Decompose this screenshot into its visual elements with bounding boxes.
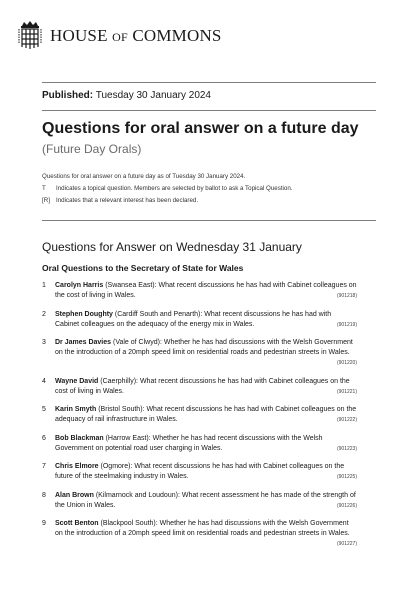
question-text: What recent discussions he has had with Cabinet colleagues on the cost of living in Wales. [55, 377, 350, 395]
question-list [42, 281, 357, 558]
constituency: (Kilmarnock and Loudoun): [95, 491, 180, 499]
portcullis-icon [16, 20, 44, 52]
member-name: Dr James Davies [55, 339, 112, 346]
divider-under-published [42, 110, 376, 111]
constituency: (Harrow East): [105, 434, 151, 442]
question-number: 5 [42, 406, 46, 413]
member-name: Wayne David [55, 377, 99, 385]
question-ref: (901225) [336, 474, 357, 480]
page-title: Questions for oral answer on a future day [42, 120, 359, 137]
question-item [42, 405, 357, 425]
member-name: Bob Blackman [55, 434, 104, 442]
question-number: 7 [42, 463, 46, 470]
member-name: Scott Benton [55, 520, 99, 527]
member-name: Chris Elmore [55, 463, 99, 470]
question-text: Whether he has had discussions with the Welsh Government on the introduction of a 20mph speed limit on residential roads and pedestrian streets in Wales. [55, 339, 353, 356]
question-ref: (901219) [336, 321, 357, 328]
question-text: Whether he has had discussions with the Welsh Government on the introduction of a 20mph speed limit on residential roads and pedestrian streets in Wales. [55, 520, 350, 537]
group-heading: Oral Questions to the Secretary of State for Wales [42, 263, 244, 273]
question-text: What recent discussions he has had with Cabinet colleagues on the cost of living in Wales. [55, 282, 357, 299]
question-number: 6 [42, 434, 46, 442]
question-body [55, 377, 357, 397]
question-body [55, 434, 357, 454]
question-ref: (901220) [336, 360, 357, 366]
question-ref: (901222) [336, 417, 357, 423]
published-date: Tuesday 30 January 2024 [95, 90, 211, 101]
question-item [42, 377, 357, 397]
legend-text: Indicates that a relevant interest has been declared. [56, 197, 199, 204]
question-text: What recent assessment he has made of the strength of the Union in Wales. [55, 491, 356, 509]
legend-interest [42, 195, 372, 207]
question-number: 2 [42, 310, 46, 318]
header [16, 16, 222, 56]
constituency: (Ogmore): [100, 463, 133, 470]
member-name: Alan Brown [55, 491, 94, 499]
question-ref: (901223) [336, 445, 357, 452]
question-body [55, 405, 357, 425]
question-text: Whether he has had recent discussions with the Welsh Government on potential road user charging in Wales. [55, 434, 323, 452]
question-ref: (901226) [336, 502, 357, 509]
divider-under-intro [42, 220, 376, 221]
question-item [42, 462, 357, 482]
question-text: What recent discussions he has had with Cabinet colleagues on the adequacy of rail infrastructure in Wales. [55, 406, 357, 423]
legend-text: Indicates a topical question. Members are selected by ballot to ask a Topical Question. [56, 185, 293, 192]
question-item [42, 310, 357, 330]
member-name: Stephen Doughty [55, 310, 113, 318]
question-item [42, 338, 357, 368]
question-number: 3 [42, 339, 46, 346]
member-name: Carolyn Harris [55, 282, 104, 289]
published-label: Published: [42, 90, 94, 101]
published-line [42, 90, 211, 101]
house-of-commons-wordmark [50, 26, 222, 46]
section-heading: Questions for Answer on Wednesday 31 January [42, 240, 302, 254]
intro-line: Questions for oral answer on a future day as of Tuesday 30 January 2024. [42, 173, 246, 180]
question-ref: (901218) [336, 293, 357, 299]
question-number: 9 [42, 520, 46, 527]
question-body [55, 462, 357, 482]
intro-notes [42, 171, 372, 207]
wordmark-commons: COMMONS [132, 26, 222, 45]
constituency: (Caerphilly): [100, 377, 138, 385]
question-body [55, 491, 357, 511]
constituency: (Swansea East): [105, 282, 157, 289]
constituency: (Vale of Clwyd): [113, 339, 162, 346]
question-item [42, 281, 357, 301]
question-body [55, 519, 357, 549]
question-text: What recent discussions he has had with Cabinet colleagues on the adequacy of the energy mix in Wales. [55, 310, 332, 328]
legend-topical [42, 183, 372, 195]
question-number: 4 [42, 377, 46, 385]
legend-mark: [R] [42, 197, 50, 204]
legend-mark: T [42, 185, 46, 192]
question-body [55, 281, 357, 301]
question-body [55, 338, 357, 368]
question-ref: (901227) [336, 541, 357, 547]
question-number: 8 [42, 491, 46, 499]
member-name: Karin Smyth [55, 406, 97, 413]
question-item [42, 434, 357, 454]
constituency: (Bristol South): [98, 406, 145, 413]
question-body [55, 310, 357, 330]
constituency: (Blackpool South): [100, 520, 158, 527]
question-text: What recent discussions he has had with Cabinet colleagues on the future of the steelmaking industry in Wales. [55, 463, 345, 480]
question-number: 1 [42, 282, 46, 289]
question-ref: (901221) [336, 388, 357, 395]
question-item [42, 491, 357, 511]
divider-top [42, 82, 376, 83]
question-item [42, 519, 357, 549]
page-subtitle: (Future Day Orals) [42, 142, 142, 156]
constituency: (Cardiff South and Penarth): [114, 310, 203, 318]
wordmark-house: HOUSE [50, 26, 108, 45]
wordmark-of: OF [112, 30, 128, 44]
